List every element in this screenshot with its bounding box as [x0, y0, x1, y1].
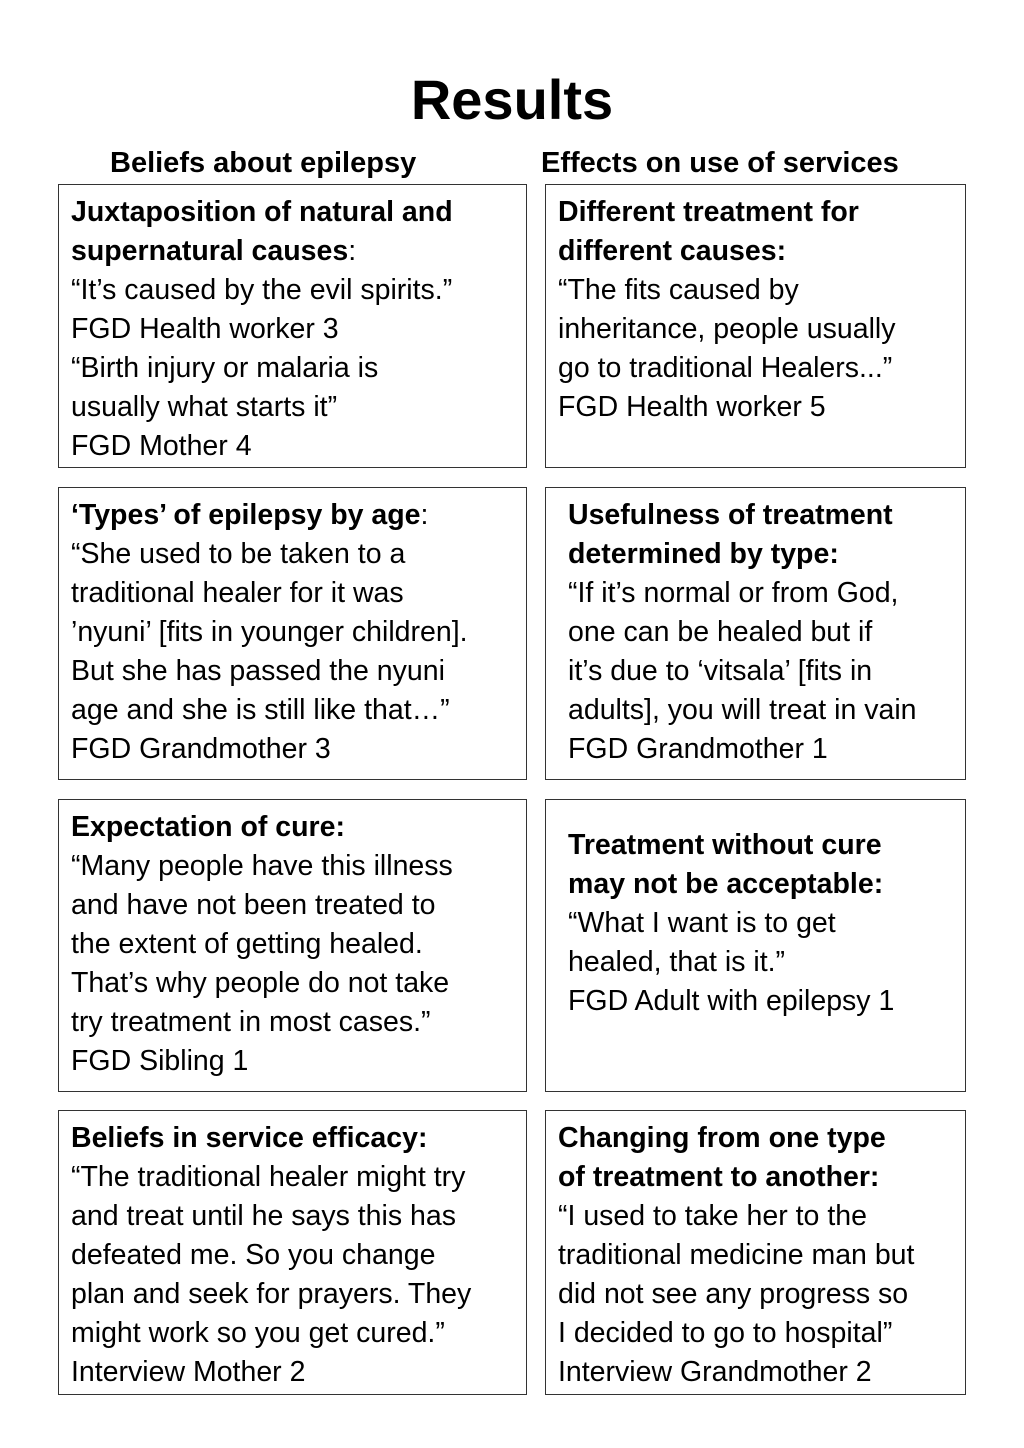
- quote-line: “Birth injury or malaria is: [71, 352, 379, 384]
- quote-line: might work so you get cured.”: [71, 1317, 445, 1349]
- attribution: FGD Health worker 3: [71, 313, 339, 345]
- card-types-by-age: [58, 487, 527, 780]
- attribution: Interview Grandmother 2: [558, 1356, 872, 1388]
- quote-line: and have not been treated to: [71, 889, 436, 921]
- quote-line: plan and seek for prayers. They: [71, 1278, 472, 1310]
- attribution: FGD Grandmother 3: [71, 733, 331, 765]
- quote-line: “What I want is to get: [568, 907, 836, 939]
- attribution: FGD Adult with epilepsy 1: [568, 985, 895, 1017]
- quote-line: inheritance, people usually: [558, 313, 896, 345]
- quote-line: “I used to take her to the: [558, 1200, 867, 1232]
- quote-line: go to traditional Healers...”: [558, 352, 893, 384]
- column-heading-beliefs: Beliefs about epilepsy: [110, 147, 417, 179]
- quote-line: “The traditional healer might try: [71, 1161, 466, 1193]
- card-heading-line: supernatural causes:: [71, 235, 357, 267]
- attribution: FGD Mother 4: [71, 430, 252, 462]
- quote-line: one can be healed but if: [568, 616, 873, 648]
- card-service-efficacy: [58, 1110, 527, 1395]
- card-different-treatment: [545, 184, 966, 468]
- card-heading-line: different causes:: [558, 235, 787, 267]
- quote-line: traditional medicine man but: [558, 1239, 915, 1271]
- quote-line: traditional healer for it was: [71, 577, 404, 609]
- attribution: FGD Sibling 1: [71, 1045, 249, 1077]
- card-heading-line: Beliefs in service efficacy:: [71, 1122, 428, 1154]
- quote-line: and treat until he says this has: [71, 1200, 456, 1232]
- quote-line: “Many people have this illness: [71, 850, 453, 882]
- quote-line: did not see any progress so: [558, 1278, 909, 1310]
- quote-line: defeated me. So you change: [71, 1239, 436, 1271]
- attribution: FGD Grandmother 1: [568, 733, 828, 765]
- quote-line: ’nyuni’ [fits in younger children].: [71, 616, 468, 648]
- card-heading-line: Expectation of cure:: [71, 811, 345, 843]
- quote-line: I decided to go to hospital”: [558, 1317, 893, 1349]
- column-heading-effects: Effects on use of services: [541, 147, 899, 179]
- quote-line: “If it’s normal or from God,: [568, 577, 899, 609]
- card-heading-line: of treatment to another:: [558, 1161, 880, 1193]
- quote-line: “She used to be taken to a: [71, 538, 406, 570]
- card-heading-line: Different treatment for: [558, 196, 859, 228]
- card-treatment-without-cure: [545, 799, 966, 1092]
- card-heading-line: Usefulness of treatment: [568, 499, 893, 531]
- quote-line: usually what starts it”: [71, 391, 338, 423]
- card-usefulness-of-treatment: [545, 487, 966, 780]
- quote-line: try treatment in most cases.”: [71, 1006, 431, 1038]
- card-heading-line: Juxtaposition of natural and: [71, 196, 453, 228]
- quote-line: That’s why people do not take: [71, 967, 450, 999]
- quote-line: it’s due to ‘vitsala’ [fits in: [568, 655, 873, 687]
- quote-line: adults], you will treat in vain: [568, 694, 917, 726]
- card-expectation-of-cure: [58, 799, 527, 1092]
- card-changing-treatment: [545, 1110, 966, 1395]
- quote-line: the extent of getting healed.: [71, 928, 423, 960]
- card-heading-line: Treatment without cure: [568, 829, 882, 861]
- quote-line: But she has passed the nyuni: [71, 655, 445, 687]
- quote-line: age and she is still like that…”: [71, 694, 450, 726]
- quote-line: “It’s caused by the evil spirits.”: [71, 274, 453, 306]
- quote-line: “The fits caused by: [558, 274, 799, 306]
- attribution: FGD Health worker 5: [558, 391, 826, 423]
- quote-line: healed, that is it.”: [568, 946, 786, 978]
- card-heading-line: may not be acceptable:: [568, 868, 884, 900]
- card-heading-line: ‘Types’ of epilepsy by age:: [71, 499, 429, 531]
- attribution: Interview Mother 2: [71, 1356, 306, 1388]
- page-title: Results: [410, 68, 614, 131]
- card-heading-line: determined by type:: [568, 538, 839, 570]
- card-natural-supernatural-causes: [58, 184, 527, 468]
- card-heading-line: Changing from one type: [558, 1122, 886, 1154]
